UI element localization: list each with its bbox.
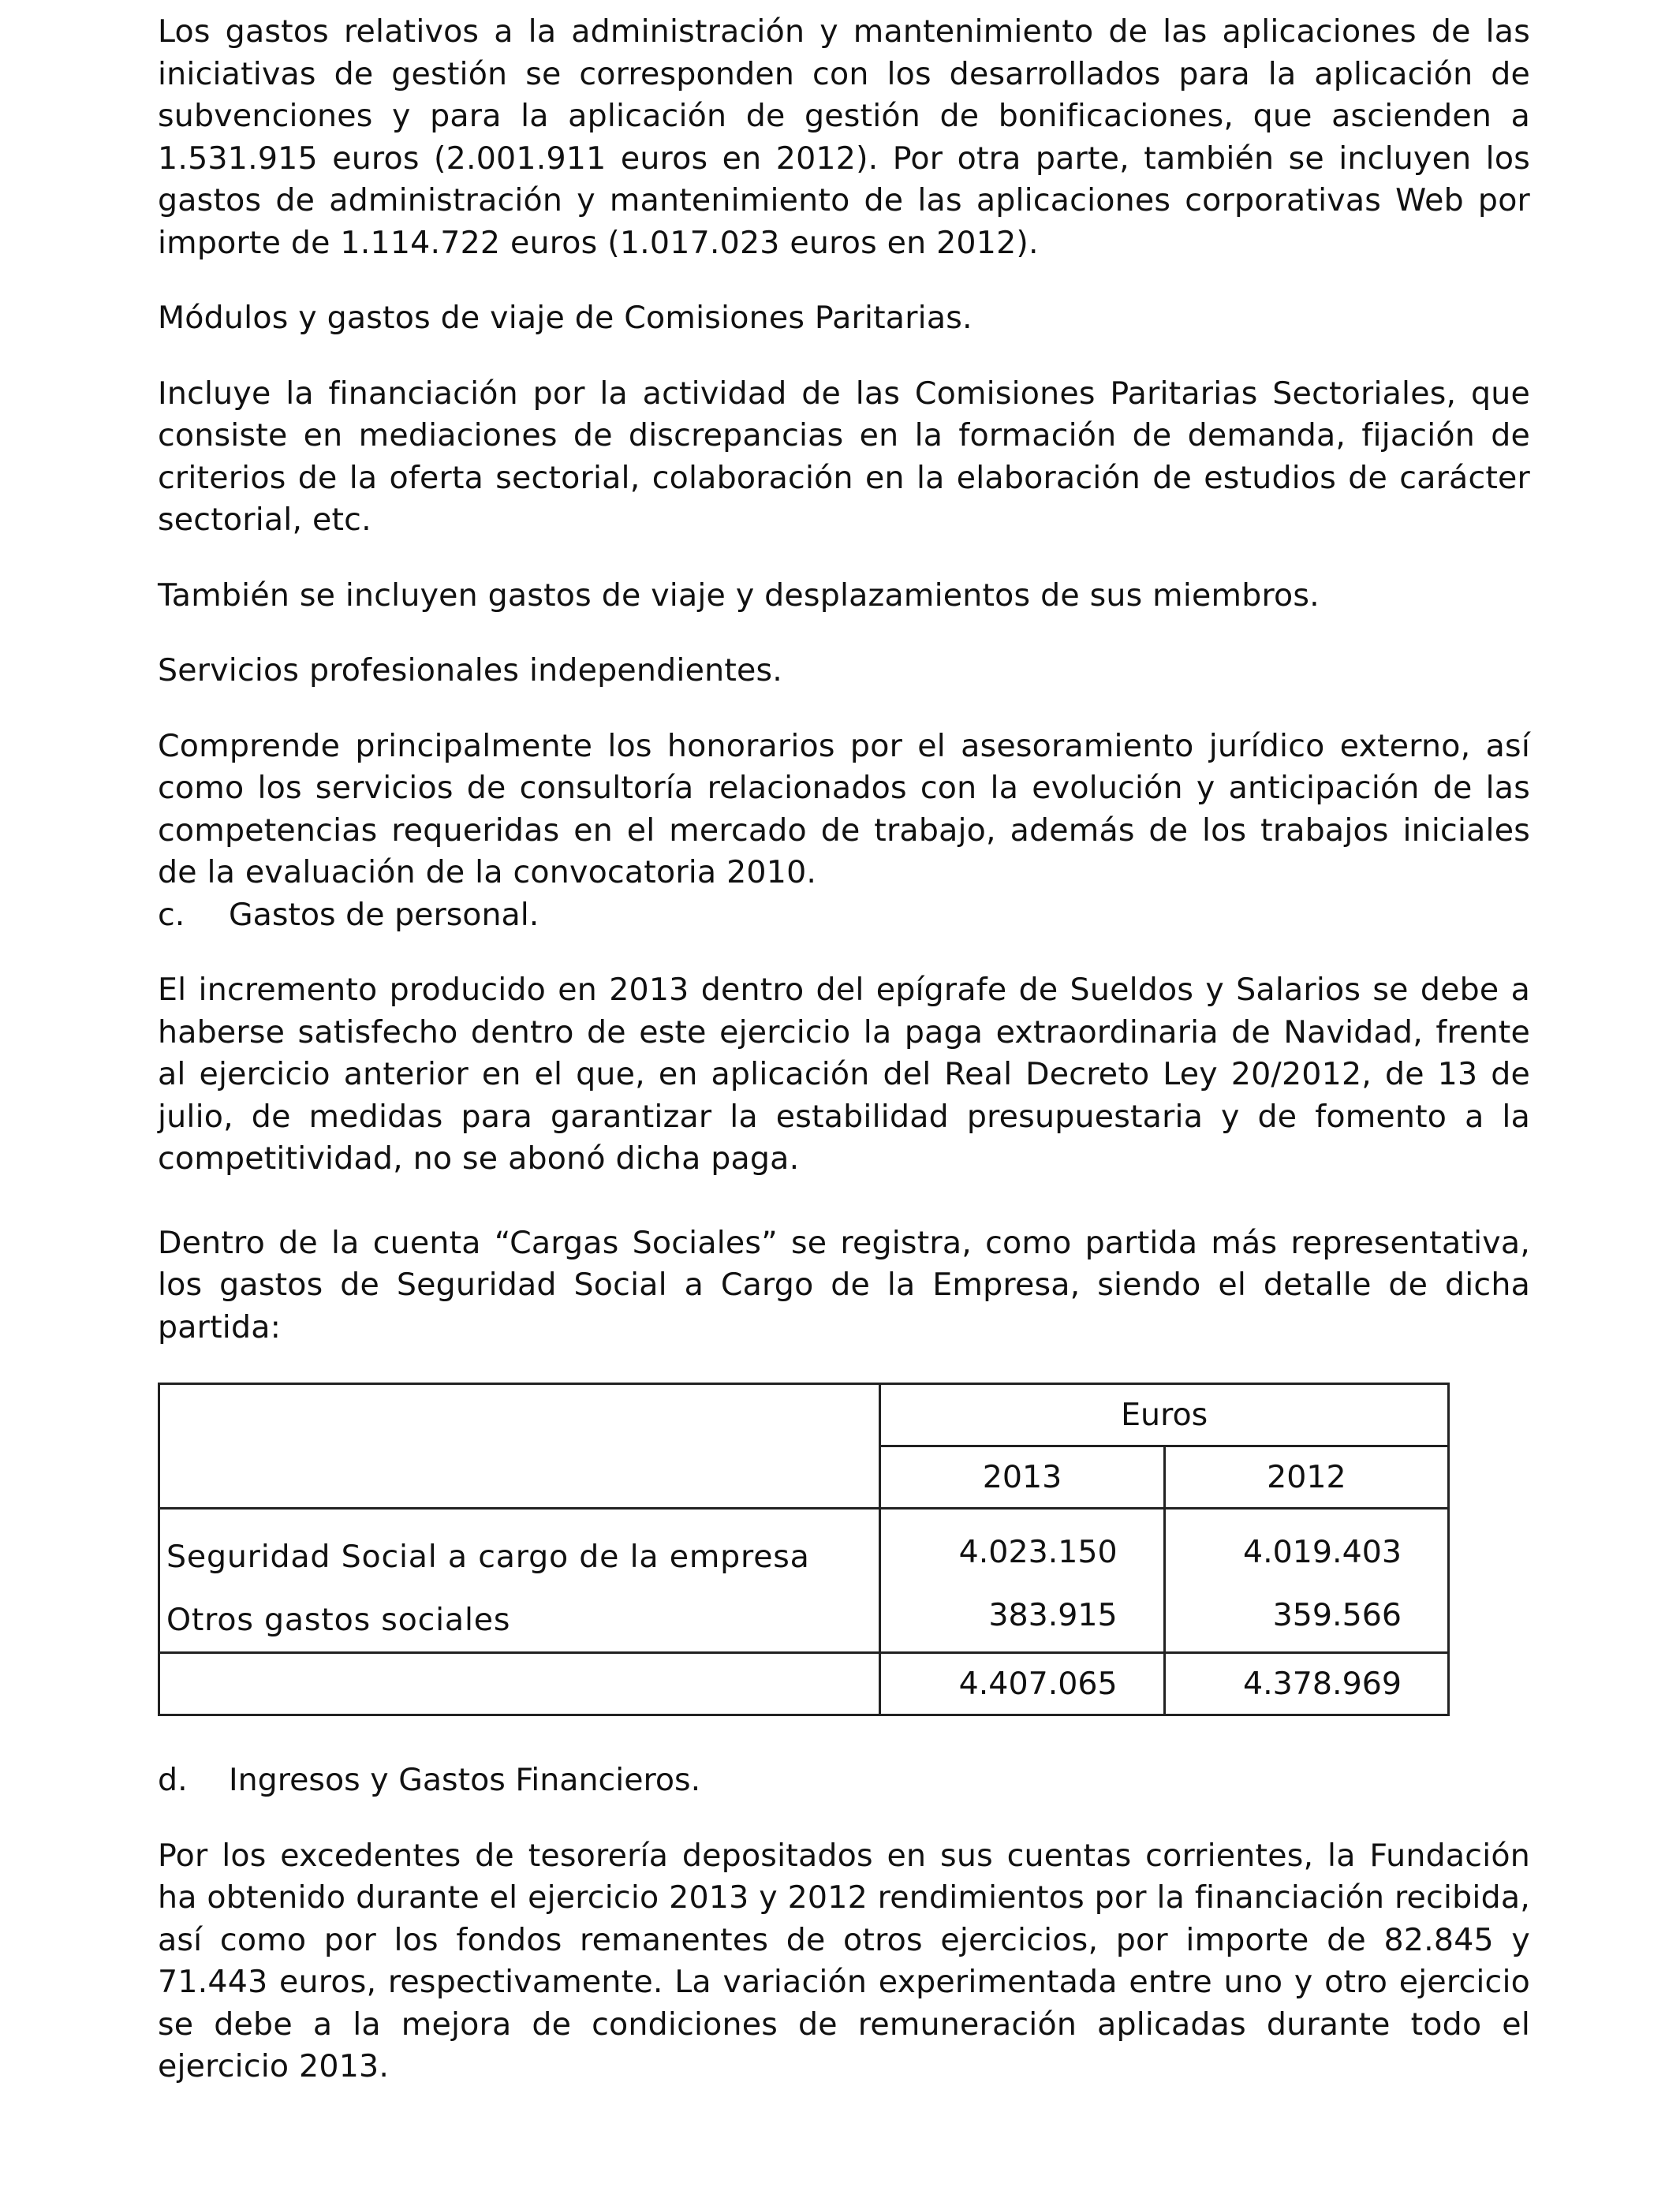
cargas-sociales-table: [158, 1383, 1450, 1716]
paragraph-aplicaciones: Los gastos relativos a la administración y mantenimiento de las aplicaciones de las iniciativas de gestión se corresponden con los desarrollados para la aplicación de subvenciones y para la aplicación de gestión de bonificaciones, que ascienden a 1.531.915 euros (2.001.911 euros en 2012). Por otra parte, también se incluyen los gastos de administración y mantenimiento de las aplicaciones corporativas Web por importe de 1.114.722 euros (1.017.023 euros en 2012).: [158, 13, 1530, 261]
section-letter-d: d.: [158, 1762, 188, 1798]
value-otros-2013: 383.915: [988, 1597, 1118, 1633]
table-row: [159, 1509, 1449, 1653]
table-values-2013: [880, 1509, 1164, 1653]
paragraph-comisiones: Incluye la financiación por la actividad de las Comisiones Paritarias Sectoriales, que consiste en mediaciones de discrepancias en la formación de demanda, fijación de criterios de la oferta sectorial, colaboración en la elaboración de estudios de carácter sectorial, etc.: [158, 375, 1530, 538]
table-year-2012: 2012: [1164, 1446, 1448, 1509]
section-title-d: Ingresos y Gastos Financieros.: [229, 1762, 701, 1798]
document-page: [158, 11, 1530, 2088]
table-total-label-cell: [159, 1653, 880, 1715]
table-header-row: [159, 1384, 1449, 1446]
paragraph-ingresos-financieros: Por los excedentes de tesorería depositados en sus cuentas corrientes, la Fundación ha obtenido durante el ejercicio 2013 y 2012 rendimientos por la financiación recibida, así como por los fondos remanentes de otros ejercicios, por importe de 82.845 y 71.443 euros, respectivamente. La variación experimentada entre uno y otro ejercicio se debe a la mejora de condiciones de remuneración aplicadas durante todo el ejercicio 2013.: [158, 1837, 1530, 2084]
paragraph-sueldos: El incremento producido en 2013 dentro del epígrafe de Sueldos y Salarios se debe a haberse satisfecho dentro de este ejercicio la paga extraordinaria de Navidad, frente al ejercicio anterior en el que, en aplicación del Real Decreto Ley 20/2012, de 13 de julio, de medidas para garantizar la estabilidad presupuestaria y de fomento a la competitividad, no se abonó dicha paga.: [158, 972, 1530, 1177]
paragraph-modulos-title: Módulos y gastos de viaje de Comisiones Paritarias.: [158, 300, 973, 336]
row-label-otros-gastos: Otros gastos sociales: [166, 1602, 511, 1638]
value-seguridad-2013: 4.023.150: [958, 1534, 1118, 1570]
total-2013: 4.407.065: [880, 1653, 1164, 1715]
section-title-c: Gastos de personal.: [229, 896, 539, 933]
section-letter-c: c.: [158, 896, 185, 933]
table-year-2013: 2013: [880, 1446, 1164, 1509]
table-values-2012: [1164, 1509, 1448, 1653]
value-otros-2012: 359.566: [1272, 1597, 1402, 1633]
row-label-seguridad-social: Seguridad Social a cargo de la empresa: [166, 1539, 810, 1575]
section-heading-d: [158, 1760, 1530, 1802]
section-heading-c: [158, 894, 1530, 937]
table-corner-cell: [159, 1384, 880, 1509]
table-total-row: [159, 1653, 1449, 1715]
paragraph-gastos-viaje: También se incluyen gastos de viaje y desplazamientos de sus miembros.: [158, 577, 1320, 614]
value-seguridad-2012: 4.019.403: [1242, 1534, 1402, 1570]
paragraph-servicios-title: Servicios profesionales independientes.: [158, 652, 783, 689]
paragraph-honorarios: Comprende principalmente los honorarios por el asesoramiento jurídico externo, así como los servicios de consultoría relacionados con la evolución y anticipación de las competencias requeridas en el mercado de trabajo, además de los trabajos iniciales de la evaluación de la convocatoria 2010.: [158, 727, 1530, 890]
total-2012: 4.378.969: [1164, 1653, 1448, 1715]
table-currency-header: Euros: [880, 1384, 1449, 1446]
table-labels-cell: [159, 1509, 880, 1653]
paragraph-cargas-sociales: Dentro de la cuenta “Cargas Sociales” se registra, como partida más representativa, los gastos de Seguridad Social a Cargo de la Empresa, siendo el detalle de dicha partida:: [158, 1224, 1530, 1345]
